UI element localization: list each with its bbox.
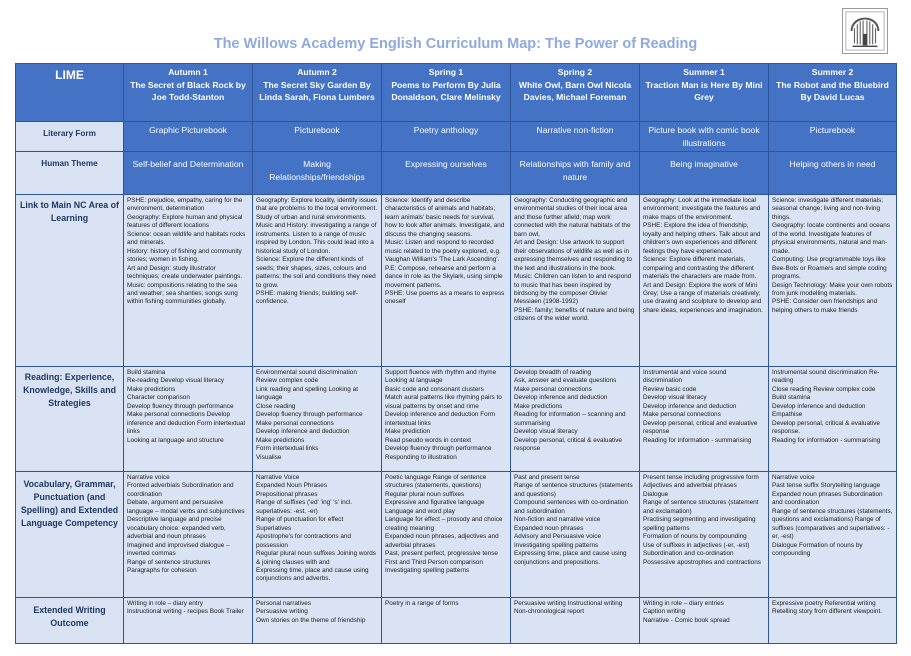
cell-line: Close reading Review complex code — [772, 385, 876, 393]
cell-line: Paragraphs for cohesion — [127, 566, 197, 574]
cell-line: P.E: Compose, rehearse and perform a dance in role as the Skylark, using simple movement patterns. — [385, 264, 503, 289]
vocabulary-cell — [124, 472, 253, 598]
cell-line: Narrative - Comic book spread — [643, 616, 730, 624]
cell-line: Expressing time, place and cause using conjunctions and adverbs. — [256, 566, 369, 583]
cell-line: Art and Design: Use artwork to support their observations of wildlife as well as in expressing themselves and responding to the text and illustrations in the book. — [514, 239, 632, 272]
cell-line: Instrumental sound discrimination Re-reading — [772, 369, 880, 385]
cell-line: Caption writing — [643, 608, 686, 616]
cell-line: Build stamina — [772, 394, 811, 402]
cell-line: PSHE: family; benefits of nature and being citizens of the wider world. — [514, 306, 635, 323]
cell-line: Science: Explore the different kinds of seeds; their shapes, sizes, colours and patterns; the soil and conditions they need to grow. — [256, 256, 376, 289]
cell-line: Formation of nouns by compounding — [643, 533, 747, 541]
row-label: Literary Form — [16, 122, 124, 152]
cell-line: Range of sentence structures (statement and exclamation) — [643, 499, 759, 515]
cell-line: Develop inference and deduction — [772, 402, 866, 410]
cell-line: Present tense including progressive form — [643, 474, 759, 481]
human-theme-cell: Being imaginative — [640, 152, 769, 195]
cell-line: Develop inference and deduction Form intertextual links — [385, 411, 496, 427]
literary-form-cell: Picturebook — [253, 122, 382, 152]
nc-link-cell — [769, 195, 897, 367]
term-header — [124, 64, 253, 122]
cell-line: Review basic code — [643, 385, 697, 393]
cell-line: Regular plural noun suffixes — [385, 490, 465, 498]
cell-line: Personal narratives — [256, 600, 312, 607]
cell-line: Review complex code — [256, 377, 319, 385]
book-title: The Secret Sky Garden By Linda Sarah, Fiona Lumbers — [259, 79, 375, 102]
willow-tree-crest-icon — [843, 9, 887, 53]
cell-line: History: history of fishing and community stories; women in fishing. — [127, 247, 242, 264]
vocabulary-cell — [769, 472, 897, 598]
reading-cell — [253, 367, 382, 472]
cell-line: Responding to illustration — [385, 453, 457, 461]
cell-line: Investigating spelling patterns — [514, 541, 599, 549]
literary-form-cell: Picturebook — [769, 122, 897, 152]
term-name: Autumn 2 — [297, 67, 337, 77]
literary-form-cell: Picture book with comic book illustrations — [640, 122, 769, 152]
cell-line: Close reading — [256, 402, 296, 410]
cell-line: Make personal connections — [643, 411, 721, 419]
cell-line: Expanded noun phrases, adjectives and adverbial phrases — [385, 533, 499, 549]
row-label: Vocabulary, Grammar, Punctuation (and Spelling) and Extended Language Competency — [16, 472, 124, 598]
cell-line: Ask, answer and evaluate questions — [514, 377, 617, 385]
human-theme-cell: Helping others in need — [769, 152, 897, 195]
cell-line: Geography: Conducting geographic and environmental studies of their local area and those further afield; map work connected with the natural habitats of the barn owl, — [514, 197, 631, 238]
nc-link-cell — [382, 195, 511, 367]
cell-line: PSHE: making friends; building self-confidence. — [256, 289, 358, 306]
writing-cell — [253, 598, 382, 644]
book-title: Poems to Perform By Julia Donaldson, Clare Melinsky — [391, 79, 501, 102]
term-name: Spring 1 — [428, 67, 464, 77]
cell-line: Poetic language Range of sentence structures (statements, questions) — [385, 474, 487, 490]
reading-cell — [382, 367, 511, 472]
cell-line: Empathise — [772, 411, 803, 419]
cell-line: Design Technology: Make your own robots from junk modelling materials. — [772, 281, 893, 297]
writing-cell — [124, 598, 253, 644]
cell-line: Make predictions — [514, 402, 563, 410]
cell-line: Match aural patterns like rhyming pairs to visual patterns by onset and rime — [385, 394, 502, 410]
term-name: Summer 1 — [683, 67, 725, 77]
reading-cell — [124, 367, 253, 472]
book-title: The Secret of Black Rock by Joe Todd-Stanton — [130, 79, 246, 102]
cell-line: Fronted adverbials Subordination and coordination — [127, 482, 234, 498]
cell-line: Science: Explore different materials, comparing and contrasting the different materials the characters are made from. — [643, 256, 757, 281]
vocabulary-cell — [511, 472, 640, 598]
vocabulary-cell — [640, 472, 769, 598]
cell-line: Geography: Explore human and physical features of different locations — [127, 213, 243, 230]
row-label: Link to Main NC Area of Learning — [16, 195, 124, 367]
literary-form-cell: Narrative non-fiction — [511, 122, 640, 152]
writing-cell — [511, 598, 640, 644]
cell-line: Character comparison — [127, 394, 190, 402]
cell-line: Expressing time, place and cause using conjunctions and prepositions. — [514, 550, 627, 566]
cell-line: Geography: Explore locality, identify issues that are problems to the local environment. Study of urban and rural environments. — [256, 197, 378, 221]
cell-line: Dialogue — [643, 490, 669, 498]
cell-line: Advisory and Persuasive voice — [514, 533, 602, 541]
cell-line: Music: Children can listen to and respond to music that has been inspired by birdsong by the composer Olivier Messiaen (1908-1992) — [514, 273, 632, 306]
term-name: Spring 2 — [557, 67, 593, 77]
header-row — [16, 64, 897, 122]
term-header — [382, 64, 511, 122]
cell-line: PSHE: Explore the idea of friendship, loyalty and helping others. Talk about and children's own experiences and different feelings they have experienced. — [643, 222, 761, 255]
writing-cell — [640, 598, 769, 644]
human-theme-cell: Self-belief and Determination — [124, 152, 253, 195]
cell-line: Develop inference and deduction — [514, 394, 608, 402]
cell-line: Make personal connections — [256, 419, 334, 427]
cell-line: Expressive poetry Referential writing Retelling story from different viewpoint. — [772, 600, 882, 616]
cell-line: Geography: locate continents and oceans of the world. Investigate features of physical environments, natural and man-made. — [772, 222, 890, 255]
cell-line: Develop visual literacy — [514, 428, 578, 436]
literary-form-cell: Poetry anthology — [382, 122, 511, 152]
writing-cell — [769, 598, 897, 644]
page-title: The Willows Academy English Curriculum Map: The Power of Reading — [213, 36, 698, 52]
cell-line: Regular plural noun suffixes Joining words & joining clauses with and — [256, 550, 376, 566]
curriculum-table — [15, 63, 897, 644]
term-header — [769, 64, 897, 122]
cell-line: Music and History: investigating a range of instruments. Listen to a range of music inspired by London. This could lead into a historical study of London. — [256, 222, 377, 255]
cell-line: Expanded Noun Phrases — [256, 482, 328, 490]
cell-line: Past and present tense — [514, 474, 580, 481]
cell-line: Develop inference and deduction — [256, 428, 350, 436]
cell-line: Make predictions — [127, 385, 176, 393]
cell-line: Debate, argument and persuasive language – modal verbs and subjunctives — [127, 499, 245, 515]
cell-line: Develop personal, critical and evaluative response — [643, 419, 758, 436]
cell-line: Looking at language — [385, 377, 443, 385]
cell-line: Develop personal, critical & evaluative response. — [772, 419, 880, 436]
human-theme-cell: Expressing ourselves — [382, 152, 511, 195]
reading-cell — [769, 367, 897, 472]
writing-row — [16, 598, 897, 644]
cell-line: Prepositional phrases — [256, 490, 318, 498]
cell-line: Non-chronological report — [514, 608, 584, 616]
book-title: The Robot and the Bluebird By David Lucas — [776, 79, 889, 102]
cell-line: Range of sentence structures (statements, questions and exclamations) Range of suffixes (comparatives and superlatives: -er, -est) — [772, 507, 893, 541]
nc-link-cell — [640, 195, 769, 367]
cell-line: Develop fluency through performance — [256, 411, 363, 419]
nc-link-row — [16, 195, 897, 367]
vocabulary-cell — [253, 472, 382, 598]
cell-line: Subordination and co-ordination — [643, 550, 734, 558]
cell-line: Visualise — [256, 453, 282, 461]
cell-line: Own stories on the theme of friendship — [256, 616, 366, 624]
cell-line: Expanded noun phrases Subordination and coordination — [772, 490, 883, 507]
cell-line: Past tense suffix Storytelling language — [772, 482, 881, 490]
cell-line: Persuasive writing Instructional writing — [514, 600, 623, 607]
literary-form-row — [16, 122, 897, 152]
cell-line: Expanded noun phrases — [514, 524, 584, 532]
cell-line: Practising segmenting and investigating spelling patterns — [643, 516, 756, 532]
term-header — [511, 64, 640, 122]
cell-line: Poetry in a range of forms — [385, 600, 459, 607]
cell-line: PSHE: Use poems as a means to express oneself — [385, 289, 505, 306]
cell-line: Reading for information – scanning and summarising — [514, 411, 626, 427]
cell-line: Support fluence with rhythm and rhyme — [385, 369, 497, 376]
cell-line: Expressive and figurative language — [385, 499, 485, 507]
book-title: Traction Man is Here By Mini Grey — [645, 79, 763, 102]
cell-line: Re-reading Develop visual literacy — [127, 377, 224, 385]
cell-line: Develop fluency through performance — [385, 445, 492, 453]
cell-line: Use of suffixes in adjectives (-er, -est) — [643, 541, 750, 549]
cell-line: Build stamina — [127, 369, 166, 376]
reading-row — [16, 367, 897, 472]
nc-link-cell — [253, 195, 382, 367]
cell-line: Imagined and improvised dialogue – inverted commas — [127, 541, 230, 558]
row-label: Human Theme — [16, 152, 124, 195]
reading-cell — [640, 367, 769, 472]
cell-line: PSHE: prejudice, empathy, caring for the environment, determination — [127, 197, 243, 213]
cell-line: Superlatives — [256, 524, 292, 532]
cell-line: Narrative Voice — [256, 474, 300, 481]
cell-line: Investigating spelling patterns — [385, 566, 470, 574]
cell-line: Instructional writing - recipes Book Trailer — [127, 608, 244, 616]
writing-cell — [382, 598, 511, 644]
term-header — [640, 64, 769, 122]
cell-line: Develop personal, critical & evaluative response — [514, 436, 622, 453]
human-theme-row — [16, 152, 897, 195]
book-title: White Owl, Barn Owl Nicola Davies, Michael Foreman — [518, 79, 632, 102]
cell-line: Reading for information - summarising — [643, 436, 752, 444]
cell-line: Make personal connections — [514, 385, 592, 393]
cell-line: Make prediction — [385, 428, 431, 436]
cell-line: Art and Design: study illustrator techniques; create underwater paintings. — [127, 264, 243, 281]
cell-line: Descriptive language and precise vocabulary choice: expanded verb, adverbial and noun phrases — [127, 516, 226, 541]
term-header — [253, 64, 382, 122]
cell-line: Writing in role – diary entry — [127, 600, 203, 607]
cell-line: Develop breadth of reading — [514, 369, 592, 376]
row-label: Extended Writing Outcome — [16, 598, 124, 644]
cell-line: Narrative voice — [127, 474, 170, 481]
cell-line: Apostrophe's for contractions and possession — [256, 533, 352, 549]
cell-line: PSHE: Consider own friendships and helping others to make friends — [772, 298, 878, 314]
cell-line: Science: Identify and describe characteristics of animals and habitats; learn animals' basic needs for survival, how to look after animals. Investigate, and discuss the changing seasons. — [385, 197, 505, 238]
cell-line: Art and Design: Explore the work of Mini Grey; Use a range of materials creatively; use drawing and sculpture to develop and share ideas, experiences and imagination. — [643, 281, 763, 314]
cell-line: Computing: Use programmable toys like Bee-Bots or Roamers and simple coding programs. — [772, 256, 887, 281]
human-theme-cell: Making Relationships/friendships — [253, 152, 382, 195]
cell-line: Dialogue Formation of nouns by compounding — [772, 541, 863, 558]
cell-line: Read pseudo words in context — [385, 436, 471, 444]
literary-form-cell: Graphic Picturebook — [124, 122, 253, 152]
term-name: Autumn 1 — [168, 67, 208, 77]
cell-line: Make predictions — [256, 436, 305, 444]
nc-link-cell — [511, 195, 640, 367]
cell-line: Possessive apostrophes and contractions — [643, 558, 761, 566]
vocabulary-cell — [382, 472, 511, 598]
cell-line: Persuasive writing — [256, 608, 308, 616]
cell-line: Narrative voice — [772, 474, 815, 481]
cell-line: Writing in role – diary entries — [643, 600, 724, 607]
cell-line: Language and word play — [385, 507, 455, 515]
cell-line: Science: ocean wildlife and habitats rocks and minerals. — [127, 230, 246, 247]
reading-cell — [511, 367, 640, 472]
cell-line: Music: Listen and respond to recorded music related to the poetry explored, e.g. Vaughan William's 'The Lark Ascending'. — [385, 239, 501, 264]
cell-line: Compound sentences with co-ordination and subordination — [514, 499, 629, 515]
cell-line: Non-fiction and narrative voice — [514, 516, 601, 524]
human-theme-cell: Relationships with family and nature — [511, 152, 640, 195]
cell-line: Instrumental and voice sound discrimination — [643, 369, 727, 385]
cell-line: Develop visual literacy — [643, 394, 707, 402]
term-corner: LIME — [16, 64, 124, 122]
cell-line: Looking at language and structure — [127, 436, 224, 444]
vocabulary-row — [16, 472, 897, 598]
cell-line: Geography: Look at the immediate local environment; investigate the features and make maps of the environment. — [643, 197, 761, 221]
school-logo — [842, 8, 888, 54]
cell-line: Range of punctuation for effect — [256, 516, 344, 524]
cell-line: Range of suffixes ('ed' 'ing' 's' incl. superlatives: -est, -er) — [256, 499, 353, 515]
cell-line: Reading for information - summarising — [772, 436, 881, 444]
cell-line: Develop inference and deduction — [643, 402, 737, 410]
term-name: Summer 2 — [811, 67, 854, 77]
cell-line: Make personal connections Develop inference and deduction Form intertextual links — [127, 411, 245, 436]
cell-line: Music: compositions relating to the sea and weather; sea shanties; songs sung within fishing communities globally. — [127, 281, 238, 306]
cell-line: Basic code and consonant clusters — [385, 385, 484, 393]
cell-line: Link reading and spelling Looking at language — [256, 385, 358, 402]
cell-line: Form intertextual links — [256, 445, 319, 453]
cell-line: Language for effect – prosody and choice creating meaning — [385, 516, 503, 532]
cell-line: Adjectives and adverbial phrases — [643, 482, 737, 490]
nc-link-cell — [124, 195, 253, 367]
cell-line: Environmental sound discrimination — [256, 369, 357, 376]
cell-line: Range of sentence structures (statements and questions) — [514, 482, 633, 498]
cell-line: Science: investigate different materials; seasonal change; living and non-living things. — [772, 197, 884, 221]
cell-line: Range of sentence structures — [127, 558, 211, 566]
cell-line: Develop fluency through performance — [127, 402, 234, 410]
row-label: Reading: Experience, Knowledge, Skills and Strategies — [16, 367, 124, 472]
cell-line: Past, present perfect, progressive tense First and Third Person comparison — [385, 550, 498, 566]
